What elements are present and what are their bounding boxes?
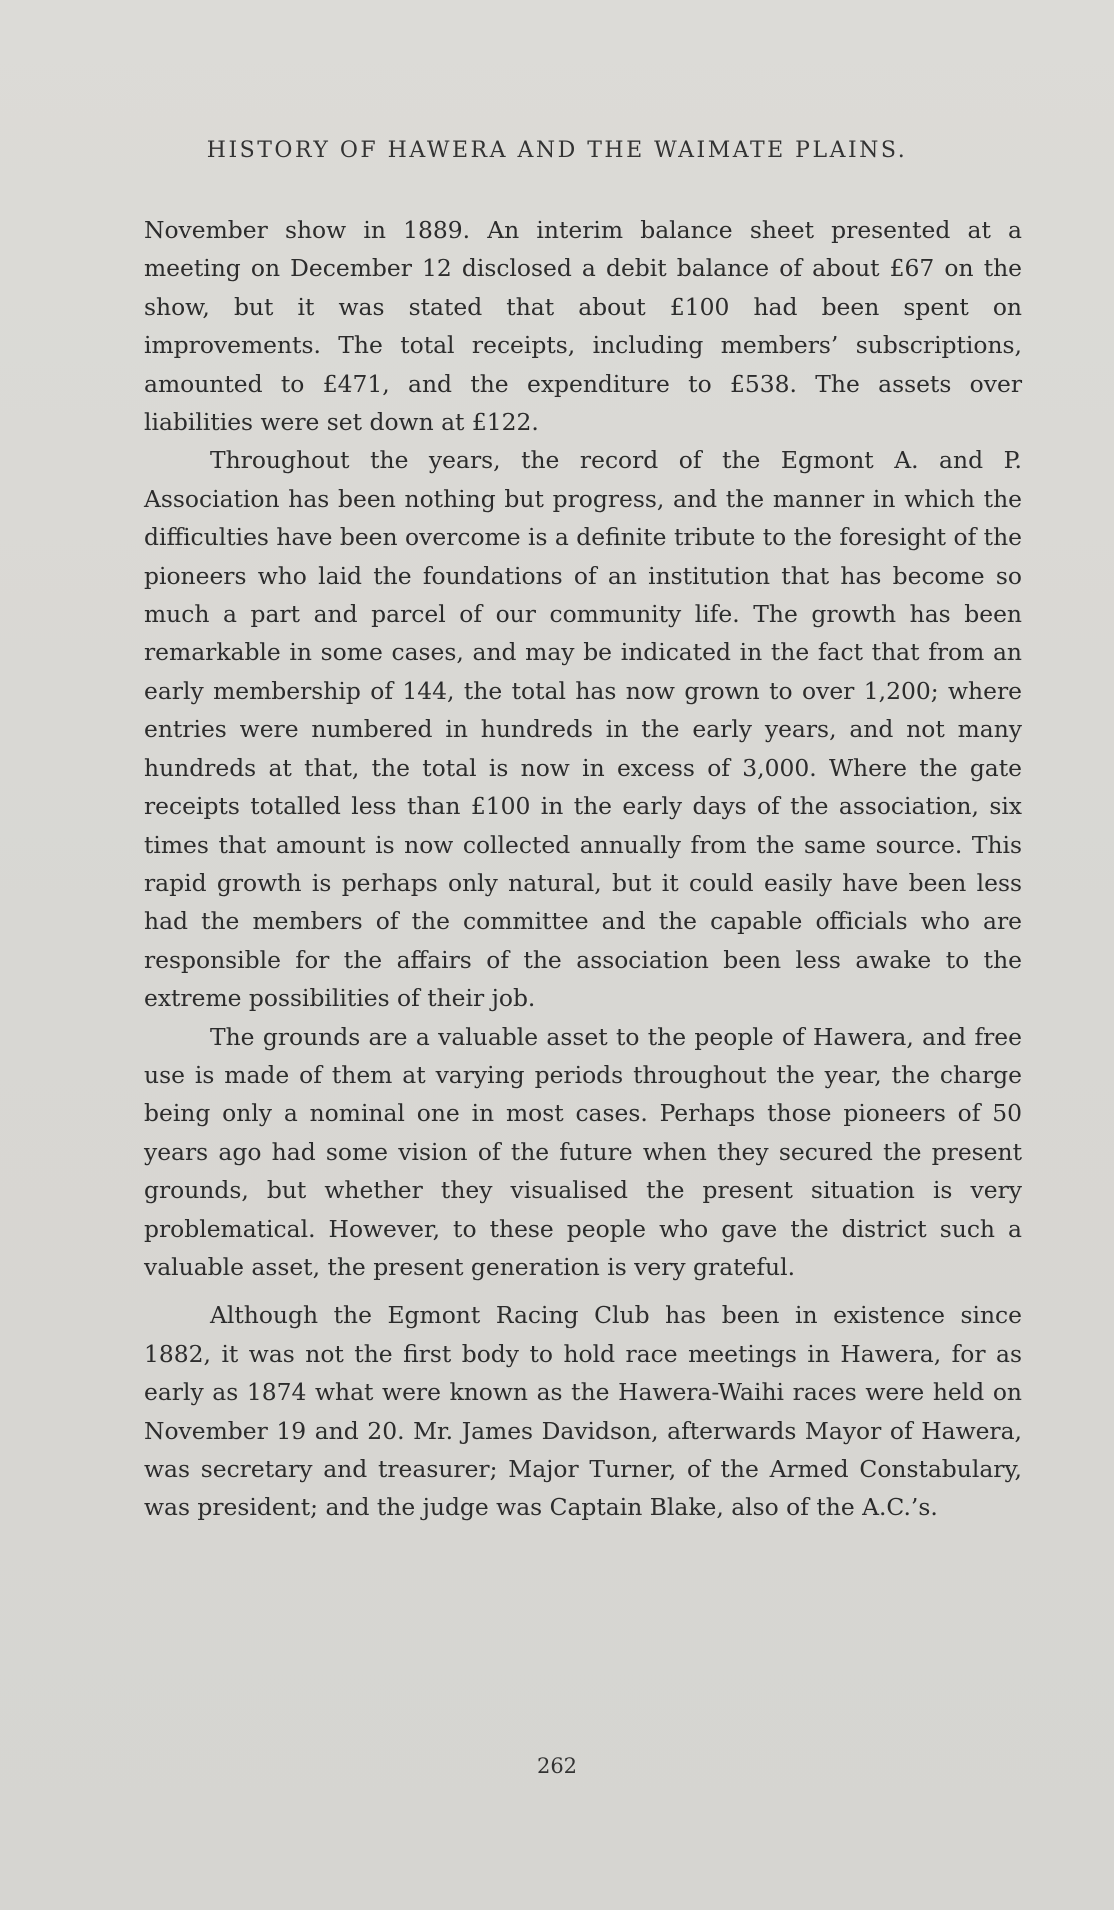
paragraph: Although the Egmont Racing Club has been in existence since 1882, it was not the first body to hold race meetings in Hawera, for as early as 1874 what were known as the Hawera-Waihi races were held on November 19 and 20. Mr. James Davidson, afterwards Mayor of Hawera, was secretary and treasurer; Major Turner, of the Armed Constabulary, was president; and the judge was Captain Blake, also of the A.C.’s. <box>144 1301 1022 1522</box>
page-number: 262 <box>536 1754 578 1778</box>
paragraph: November show in 1889. An interim balance sheet presented at a meeting on December 12 disclosed a debit balance of about £67 on the show, but it was stated that about £100 had been spent on improvements. The total receipts, including members’ subscriptions, amounted to £471, and the expenditure to £538. The assets over liabilities were set down at £122. <box>144 216 1022 437</box>
paragraph: Throughout the years, the record of the Egmont A. and P. Association has been nothing but progress, and the manner in which the difficulties have been overcome is a definite tribute to the foresight of the pioneers who laid the foundations of an institution that has become so much a part and parcel of our community life. The growth has been remarkable in some cases, and may be indicated in the fact that from an early membership of 144, the total has now grown to over 1,200; where entries were numbered in hundreds in the early years, and not many hundreds at that, the total is now in excess of 3,000. Where the gate receipts totalled less than £100 in the early days of the association, six times that amount is now collected annually from the same source. This rapid growth is perhaps only natural, but it could easily have been less had the members of the committee and the capable officials who are responsible for the affairs of the association been less awake to the extreme possibilities of their job. <box>144 446 1022 1013</box>
running-head: HISTORY OF HAWERA AND THE WAIMATE PLAINS. <box>206 138 908 163</box>
paragraph: The grounds are a valuable asset to the people of Hawera, and free use is made of them at varying periods throughout the year, the charge being only a nominal one in most cases. Perhaps those pioneers of 50 years ago had some vision of the future when they secured the present grounds, but whether they visualised the present situation is very problematical. However, to these people who gave the district such a valuable asset, the present generation is very grateful. <box>144 1022 1022 1281</box>
body-text <box>144 211 1022 1527</box>
